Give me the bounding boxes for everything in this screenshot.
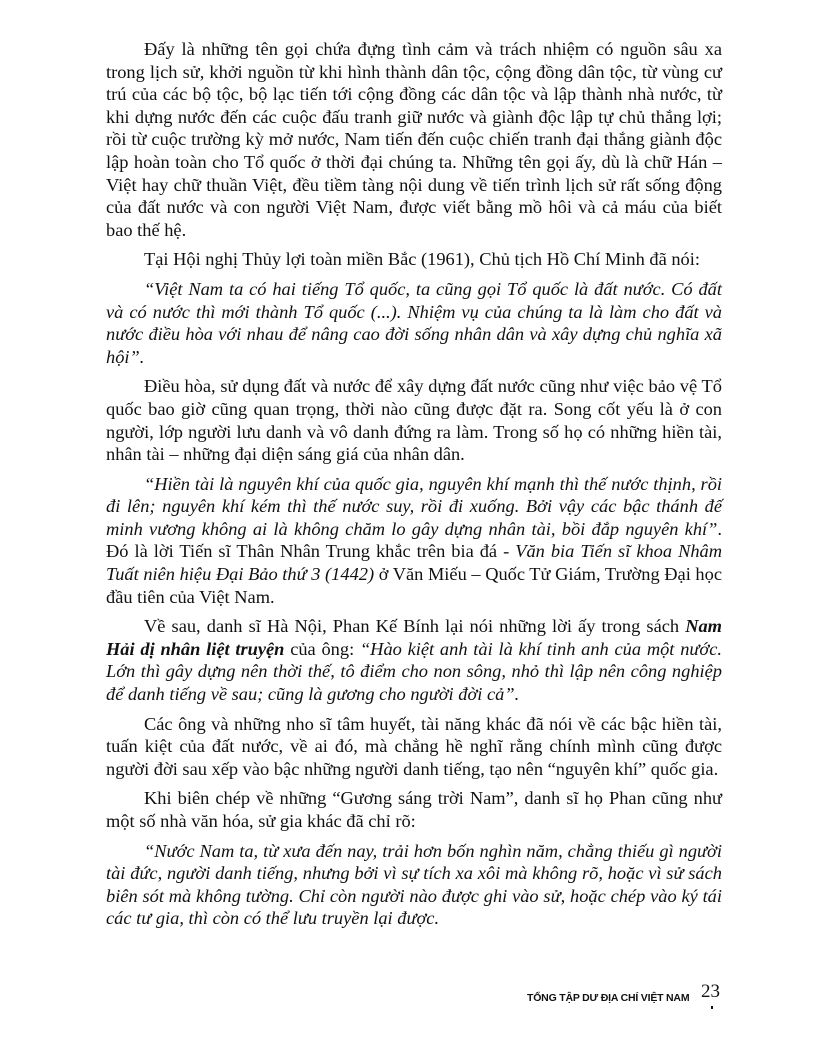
running-footer-title: TỔNG TẬP DƯ ĐỊA CHÍ VIỆT NAM <box>527 992 690 1004</box>
text-segment: ở Văn Miếu – Quốc Tử Giám, Trường Đại học đầu tiên của Việt Nam. <box>106 564 722 607</box>
page-number: 23 <box>701 981 720 1002</box>
book-title: Nam Hải dị nhân liệt truyện <box>106 616 722 659</box>
stele-title: Văn bia Tiến sĩ khoa Nhâm Tuất niên hiệu Đại Bảo thứ 3 (1442) <box>106 541 723 585</box>
paragraph-hien-tai-quote <box>106 473 722 609</box>
paragraph-ho-chi-minh-intro <box>106 248 722 271</box>
quote-text: “Việt Nam ta có hai tiếng Tổ quốc, ta cũng gọi Tổ quốc là đất nước. Có đất và có nước thì mới thành Tổ quốc (...). Nhiệm vụ của chúng ta là làm cho đất và nước điều hòa với nhau để nâng cao đời sống nhân dân và xây dựng chủ nghĩa xã hội”. <box>106 278 722 367</box>
text-segment: Đấy là những tên gọi chứa đựng tình cảm và trách nhiệm có nguồn sâu xa trong lịch sử, khởi nguồn từ khi hình thành dân tộc, cộng đồng dân tộc, từ vùng cư trú của các bộ tộc, bộ lạc tiến tới cộng đồng các dân tộc và lập thành nhà nước, từ khi dựng nước đến các cuộc đấu tranh giữ nước và giành độc lập tự chủ thắng lợi; rồi từ cuộc trường kỳ mở nước, Nam tiến đến cuộc chiến tranh đại thắng giành độc lập hoàn toàn cho Tổ quốc ở thời đại chúng ta. Những tên gọi ấy, dù là chữ Hán – Việt hay chữ thuần Việt, đều tiềm tàng nội dung về tiến trình lịch sử rất sống động của đất nước và con người Việt Nam, được viết bằng mồ hôi và cả máu của biết bao thế hệ. <box>106 39 722 240</box>
paragraph-land-and-water <box>106 375 722 465</box>
quote-text: “Hiền tài là nguyên khí của quốc gia, nguyên khí mạnh thì thế nước thịnh, rồi đi lên; nguyên khí kém thì thế nước suy, rồi đi xuống. Bởi vậy các bậc thánh đế minh vương không ai là không chăm lo gây dựng nhân tài, bồi đắp nguyên khí” <box>106 473 722 539</box>
paragraph-phan-ke-binh <box>106 615 722 705</box>
page-body <box>106 38 722 930</box>
paragraph-scholars <box>106 713 722 781</box>
text-segment: của ông: <box>284 638 360 659</box>
quote-nuoc-nam <box>106 840 722 930</box>
quote-text: “Hào kiệt anh tài là khí tinh anh của một nước. Lớn thì gây dựng nên thời thế, tô điểm cho non sông, nhỏ thì lập nên công nghiệp để danh tiếng về sau; cũng là gương cho người đời cả”. <box>106 638 722 705</box>
text-segment: Điều hòa, sử dụng đất và nước để xây dựng đất nước cũng như việc bảo vệ Tổ quốc bao giờ cũng quan trọng, thời nào cũng được đặt ra. Song cốt yếu là ở con người, lớp người lưu danh và vô danh đứng ra làm. Trong số họ có những hiền tài, nhân tài – những đại diện sáng giá của nhân dân. <box>106 376 722 465</box>
paragraph-names-meaning <box>106 38 722 241</box>
text-segment: . Đó là lời Tiến sĩ Thân Nhân Trung khắc trên bia đá - <box>106 518 722 562</box>
text-segment: Các ông và những nho sĩ tâm huyết, tài năng khác đã nói về các bậc hiền tài, tuấn kiệt của đất nước, về ai đó, mà chẳng hề nghĩ rằng chính mình cũng được người đời sau xếp vào bậc những người danh tiếng, tạo nên “nguyên khí” quốc gia. <box>106 713 722 779</box>
page-mark <box>711 1006 713 1009</box>
text-segment: Tại Hội nghị Thủy lợi toàn miền Bắc (1961), Chủ tịch Hồ Chí Minh đã nói: <box>144 249 700 270</box>
quote-ho-chi-minh <box>106 278 722 368</box>
paragraph-guong-sang <box>106 787 722 832</box>
quote-text: “Nước Nam ta, từ xưa đến nay, trải hơn bốn nghìn năm, chẳng thiếu gì người tài đức, người danh tiếng, nhưng bởi vì sự tích xa xôi mà không rõ, hoặc vì sử sách biên sót mà không tường. Chỉ còn người nào được ghi vào sử, hoặc chép vào ký tái các tư gia, thì còn có thể lưu truyền lại được. <box>106 840 722 929</box>
text-segment: Về sau, danh sĩ Hà Nội, Phan Kế Bính lại nói những lời ấy trong sách <box>144 616 686 637</box>
text-segment: Khi biên chép về những “Gương sáng trời Nam”, danh sĩ họ Phan cũng như một số nhà văn hóa, sử gia khác đã chỉ rõ: <box>106 788 722 831</box>
